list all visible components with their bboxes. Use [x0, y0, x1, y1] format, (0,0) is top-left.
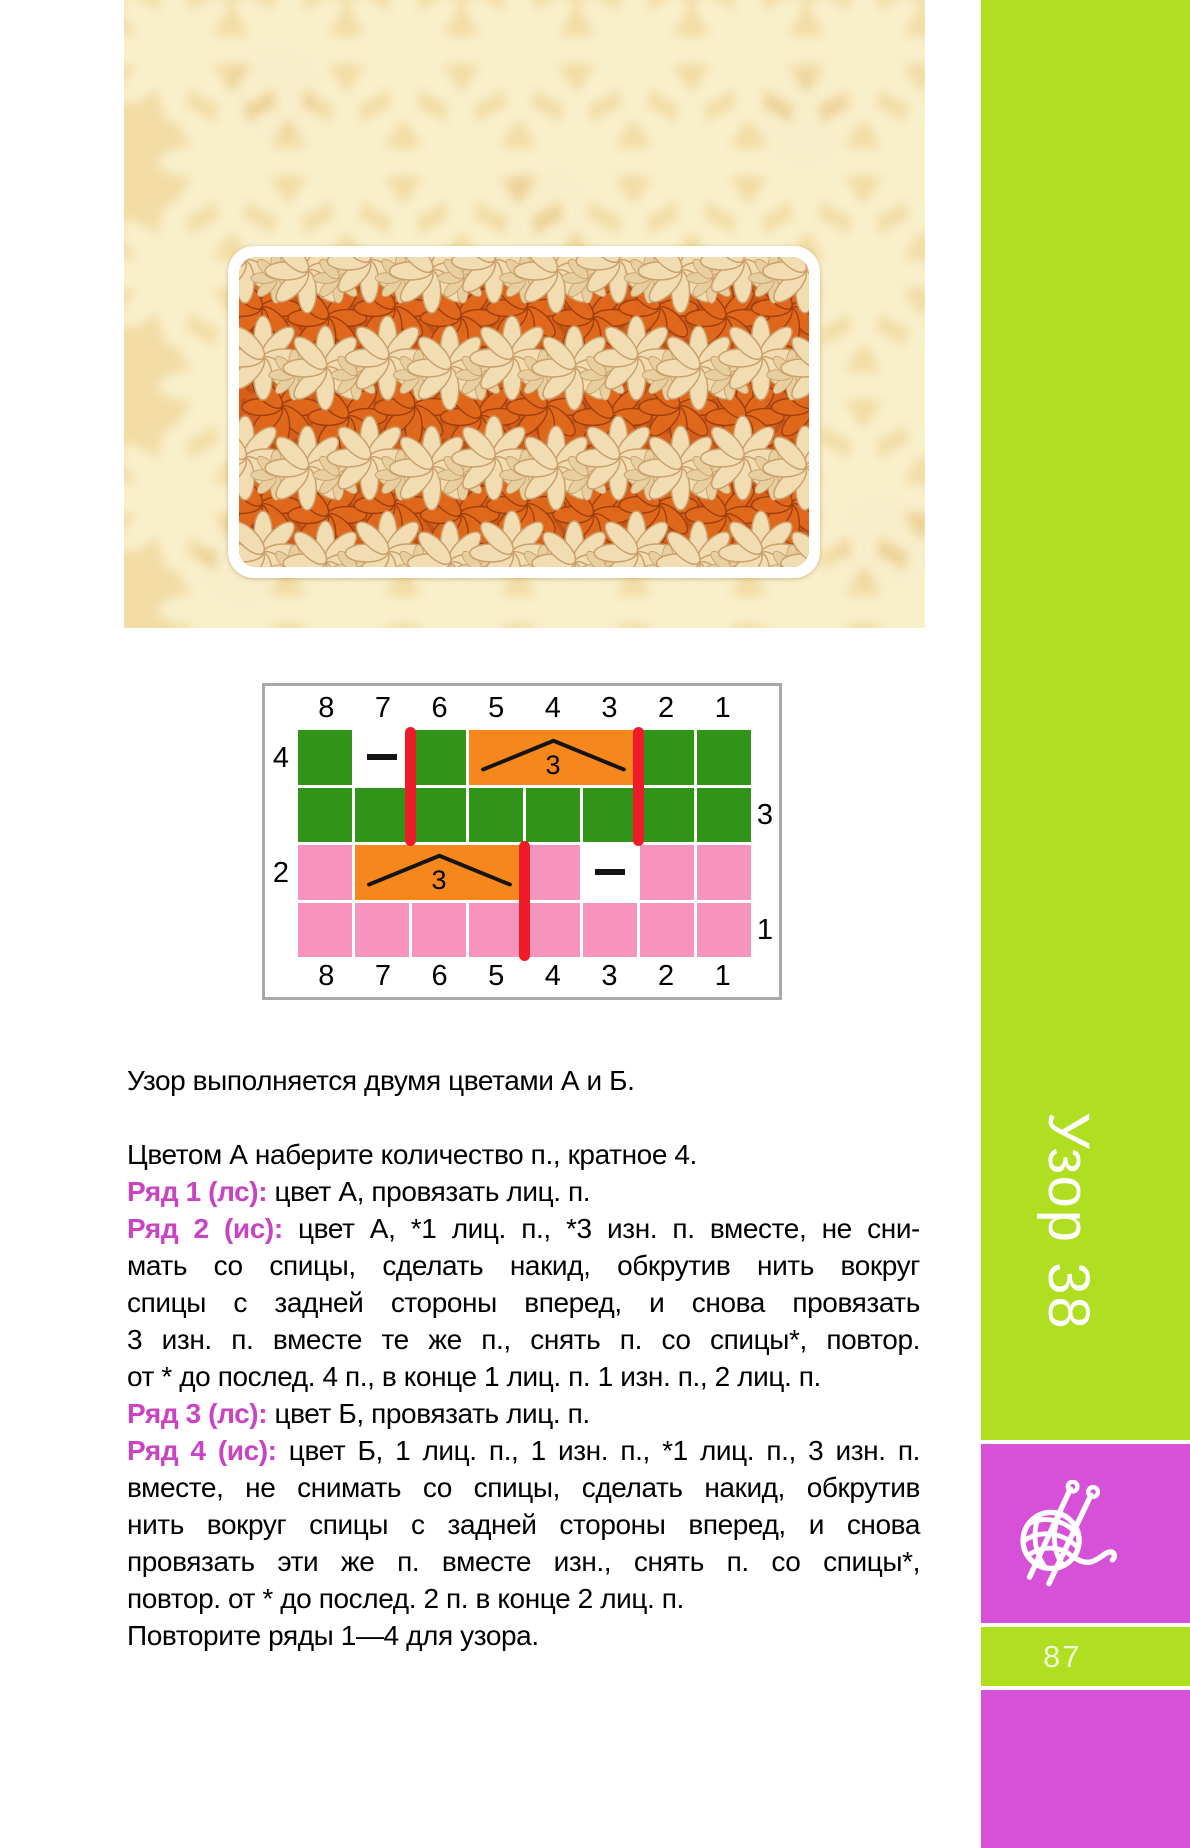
chart-cell-pink: [412, 903, 466, 958]
instruction-line: Узор выполняется двумя цветами А и Б.: [127, 1065, 635, 1096]
chart-cell-green: [355, 788, 409, 843]
chart-cell-pink: [640, 845, 694, 900]
row-heading: Ряд 1 (лс):: [127, 1176, 268, 1207]
chart-cell-orange: [355, 845, 523, 900]
instruction-paragraph: [127, 1062, 920, 1099]
chart-cell-pink: [526, 845, 580, 900]
chart-cell-green: [640, 730, 694, 785]
instruction-paragraph: [127, 1617, 920, 1654]
instruction-paragraph: [127, 1432, 920, 1617]
chart-column-number: 1: [714, 692, 731, 724]
sidebar-magenta-footer: [981, 1690, 1190, 1848]
yarn-ball-with-needles-icon: [1008, 1480, 1120, 1588]
chart-cell-green: [583, 788, 637, 843]
row-heading: Ряд 4 (ис):: [127, 1435, 277, 1466]
chart-cell-green: [298, 788, 352, 843]
repeat-marker-line: [633, 727, 644, 846]
page-number-strip: [981, 1627, 1190, 1686]
instruction-paragraph: [127, 1395, 920, 1432]
chart-column-number: 3: [601, 960, 618, 992]
instruction-paragraph: [127, 1210, 920, 1395]
chart-column-number: 2: [657, 692, 675, 724]
chart-cell-pink: [469, 903, 523, 958]
sidebar-icon-block: [981, 1444, 1190, 1623]
chart-cell-pink: [583, 903, 637, 958]
chart-column-number: 3: [601, 692, 618, 724]
chart-column-number: 1: [714, 960, 731, 992]
instruction-line: Ряд 4 (ис): цвет Б, 1 лиц. п., 1 изн. п., *1 лиц. п., 3 изн. п.: [127, 1435, 920, 1466]
knitting-chart: [262, 683, 782, 1000]
chart-column-numbers-bottom: [298, 959, 751, 993]
chart-row-label: 1: [756, 914, 774, 946]
chart-column-number: 7: [374, 960, 391, 992]
chart-cell-green: [469, 788, 523, 843]
chart-cell-pink: [526, 903, 580, 958]
knit-swatch-photo: [239, 257, 809, 567]
chart-column-number: 5: [488, 960, 505, 992]
chart-cell-white: [583, 845, 637, 900]
chart-cell-green: [412, 730, 466, 785]
chart-cell-green: [640, 788, 694, 843]
chart-cell-pink: [355, 903, 409, 958]
instruction-line: Цветом А наберите количество п., кратное 4.: [127, 1139, 697, 1170]
row-heading: Ряд 2 (ис):: [127, 1213, 283, 1244]
chart-cell-green: [412, 788, 466, 843]
chart-cell-green: [697, 788, 751, 843]
chart-column-number: 4: [544, 692, 561, 724]
knit-swatch-photo-frame: [228, 246, 820, 578]
chart-cell-pink: [640, 903, 694, 958]
instruction-line: мать со спицы, сделать накид, обкрутив нить вокруг: [127, 1250, 920, 1281]
instruction-line: от * до послед. 4 п., в конце 1 лиц. п. 1 изн. п., 2 лиц. п.: [127, 1361, 821, 1392]
chart-cell-white: [355, 730, 409, 785]
repeat-marker-line: [405, 727, 416, 846]
instruction-line: повтор. от * до послед. 2 п. в конце 2 лиц. п.: [127, 1583, 684, 1614]
instruction-paragraph: [127, 1136, 920, 1173]
chart-cell-orange: [469, 730, 637, 785]
instruction-line: 3 изн. п. вместе те же п., снять п. со спицы*, повтор.: [127, 1324, 920, 1355]
row-heading: Ряд 3 (лс):: [127, 1398, 268, 1429]
chart-cell-pink: [697, 903, 751, 958]
instruction-paragraph: [127, 1173, 920, 1210]
chart-column-numbers-top: [298, 691, 751, 725]
instruction-line: нить вокруг спицы с задней стороны вперед, и снова: [127, 1509, 920, 1540]
purl-dash-symbol: [367, 754, 397, 760]
chart-column-number: 8: [318, 960, 335, 992]
chart-column-number: 6: [431, 960, 448, 992]
chart-cell-green: [697, 730, 751, 785]
instruction-line: Ряд 2 (ис): цвет А, *1 лиц. п., *3 изн. п. вместе, не сни-: [127, 1213, 920, 1244]
instruction-line: провязать эти же п. вместе изн., снять п. со спицы*,: [127, 1546, 920, 1577]
pattern-instructions: [127, 1062, 920, 1654]
chart-cell-green: [298, 730, 352, 785]
cluster-count: 3: [545, 749, 561, 780]
chart-cell-green: [526, 788, 580, 843]
instruction-line: Ряд 3 (лс): цвет Б, провязать лиц. п.: [127, 1398, 590, 1429]
instruction-line: спицы с задней стороны вперед, и снова провязать: [127, 1287, 920, 1318]
pattern-title-vertical: Узор 38: [1036, 1112, 1101, 1331]
chart-column-number: 4: [544, 960, 561, 992]
purl-dash-symbol: [595, 869, 625, 875]
chart-column-number: 7: [374, 692, 391, 724]
chart-column-number: 8: [318, 692, 335, 724]
chart-column-number: 5: [488, 692, 505, 724]
page-number: 87: [1043, 1638, 1082, 1674]
yarn-background-photo: [124, 0, 925, 628]
chart-cell-pink: [298, 903, 352, 958]
instruction-line: Ряд 1 (лс): цвет А, провязать лиц. п.: [127, 1176, 591, 1207]
chart-row-label: 3: [756, 799, 774, 831]
chart-column-number: 2: [657, 960, 675, 992]
chart-column-number: 6: [431, 692, 448, 724]
instruction-line: вместе, не снимать со спицы, сделать накид, обкрутив: [127, 1472, 920, 1503]
chart-row-label: 4: [272, 742, 290, 774]
instruction-line: Повторите ряды 1—4 для узора.: [127, 1620, 539, 1651]
chart-cell-pink: [697, 845, 751, 900]
cluster-count: 3: [431, 864, 447, 895]
chart-row-label: 2: [272, 857, 290, 889]
repeat-marker-line: [519, 841, 530, 961]
chart-cell-pink: [298, 845, 352, 900]
